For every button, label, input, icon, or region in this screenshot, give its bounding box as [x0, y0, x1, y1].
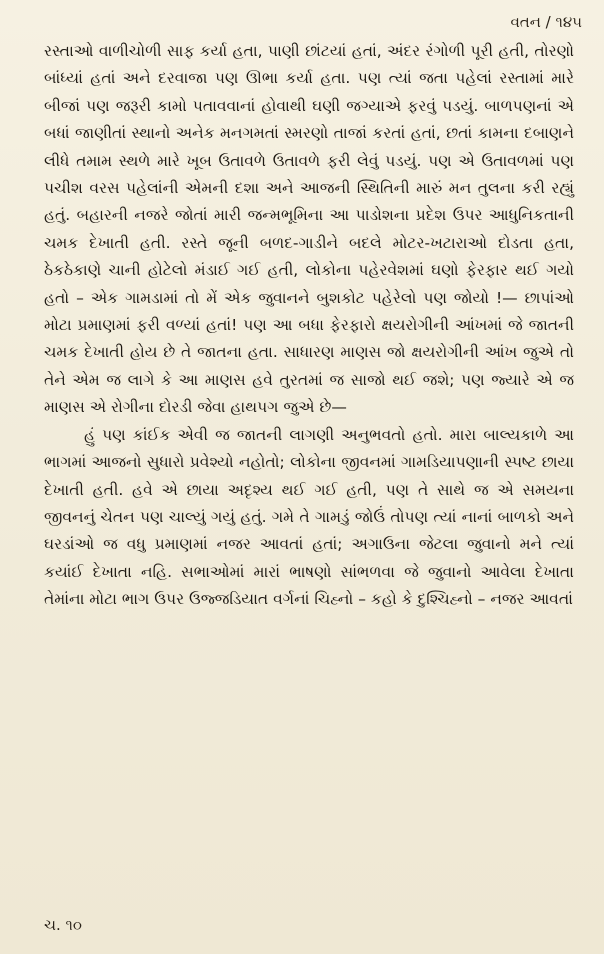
paragraph-2: હું પણ કાંઈક એવી જ જાતની લાગણી અનુભવતો હતો. મારા બાલ્યકાળે આ ભાગમાં આજનો સુધારો પ્રવેશ્યો નહોતો; લોકોના જીવનમાં ગામડિયાપણાની સ્પષ્ટ છાયા દેખાતી હતી. હવે એ છાયા અદૃશ્ય થઈ ગઈ હતી, પણ તે સાથે જ એ સમયના જીવનનું ચેતન પણ ચાલ્યું ગયું હતું. ગમે તે ગામડું જોઉં તોપણ ત્યાં નાનાં બાળકો અને ઘરડાંઓ જ વધુ પ્રમાણમાં નજર આવતાં હતાં; અગાઉના જેટલા જુવાનો મને ત્યાં કયાંઈ દેખાતા નહિ. સભાઓમાં મારાં ભાષણો સાંભળવા જે જુવાનો આવેલા દેખાતા તેમાંના મોટા ભાગ ઉપર ઉજ્જડિયાત વર્ગનાં ચિહ્નો – કહો કે દુશ્ચિહ્નો – નજર આવતાં: [44, 425, 574, 609]
body-text: [44, 38, 574, 614]
printer-signature-mark: ચ. ૧૦: [44, 916, 82, 934]
paragraph-1: રસ્તાઓ વાળીચોળી સાફ કર્યા હતા, પાણી છાંટયાં હતાં, અંદર રંગોળી પૂરી હતી, તોરણો બાંધ્યાં હતાં અને દરવાજા પણ ઊભા કર્યા હતા. પણ ત્યાં જતા પહેલાં રસ્તામાં મારે બીજાં પણ જરૂરી કામો પતાવવાનાં હોવાથી ઘણી જગ્યાએ ફરવું પડયું. બાળપણનાં એ બધાં જાણીતાં સ્થાનો અનેક મનગમતાં સ્મરણો તાજાં કરતાં હતાં, છતાં કામના દબાણને લીધે તમામ સ્થળે મારે ખૂબ ઉતાવળે ઉતાવળે ફરી લેવું પડયું. પણ એ ઉતાવળમાં પણ પચીશ વરસ પહેલાંની એમની દશા અને આજની સ્થિતિની મારું મન તુલના કરી રહ્યું હતું. બહારની નજરે જોતાં મારી જન્મભૂમિના આ પાડોશના પ્રદેશ ઉપર આધુનિકતાની ચમક દેખાતી હતી. રસ્તે જૂની બળદ-ગાડીને બદલે મોટર-ખટારાઓ દોડતા હતા, ઠેકઠેકાણે ચાની હોટેલો મંડાઈ ગઈ હતી, લોકોના પહેરવેશમાં ઘણો ફેરફાર થઈ ગયો હતો – એક ગામડામાં તો મેં એક જુવાનને બુશકોટ પહેરેલો પણ જોયો !— છાપાંઓ મોટા પ્રમાણમાં ફરી વળ્યાં હતાં! પણ આ બધા ફેરફારો ક્ષયરોગીની આંખમાં જે જાતની ચમક દેખાતી હોય છે તે જાતના હતા. સાધારણ માણસ જો ક્ષયરોગીની આંખ જુએ તો તેને એમ જ લાગે કે આ માણસ હવે તુરતમાં જ સાજો થઈ જશે; પણ જ્યારે એ જ માણસ એ રોગીના દોરડી જેવા હાથપગ જુએ છે—: [44, 42, 574, 417]
running-head: વતન / ૧૪૫: [510, 13, 582, 31]
